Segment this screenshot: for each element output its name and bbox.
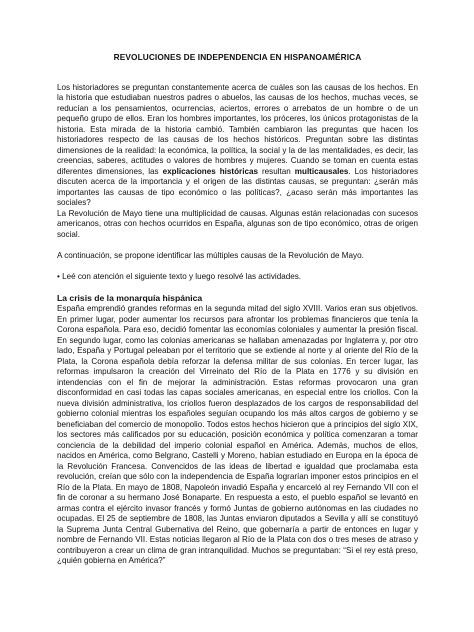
instruction-bullet: • Leé con atención el siguiente texto y luego resolvé las actividades. bbox=[57, 271, 301, 281]
intro-paragraph bbox=[57, 83, 418, 209]
intro-text-2: resultan bbox=[257, 166, 295, 176]
section-heading: La crisis de la monarquía hispánica bbox=[57, 292, 203, 303]
document-title: REVOLUCIONES DE INDEPENDENCIA EN HISPANOAMÉRICA bbox=[113, 52, 362, 62]
revolucion-mayo-paragraph: La Revolución de Mayo tiene una multiplicidad de causas. Algunas están relacionadas con sucesos americanos, otras con hechos ocurridos en España, algunas son de tipo económico, otras de origen social. bbox=[57, 208, 418, 239]
section-body: España emprendió grandes reformas en la segunda mitad del siglo XVIII. Varios eran sus objetivos. En primer lugar, poder aumentar los recursos para afrontar los problemas financieros que tenía la Corona española. Para eso, decidió fomentar las economías coloniales y aumentar la presión fiscal. En segundo lugar, como las colonias americanas se hallaban amenazadas por Inglaterra y, por otro lado, España y Portugal peleaban por el territorio que se extiende al norte y al oriente del Río de la Plata, la Corona española debía reforzar la defensa militar de sus colonias. En tercer lugar, las reformas impulsaron la creación del Virreinato del Río de la Plata en 1776 y su división en intendencias con el fin de mejorar la administración. Estas reformas provocaron una gran disconformidad en casi todas las capas sociales americanas, en especial entre los criollos. Con la nueva división administrativa, los criollos fueron desplazados de los cargos de responsabilidad del gobierno colonial mientras los españoles seguían ocupando los más altos cargos de gobierno y se beneficiaban del comercio de monopolio. Todos estos hechos hicieron que a principios del siglo XIX, los sectores más calificados por su educación, posición económica y política comenzaran a tomar conciencia de la debilidad del imperio colonial español en América. Además, muchos de ellos, nacidos en América, como Belgrano, Castelli y Moreno, habían estudiado en Europa en la época de la Revolución Francesa. Convencidos de las ideas de libertad e igualdad que proclamaba esta revolución, creían que sólo con la independencia de España lograrían imponer estos principios en el Río de la Plata. En mayo de 1808, Napoleón invadió España y encarceló al rey Fernando VII con el fin de coronar a su hermano José Bonaparte. En respuesta a esto, el pueblo español se levantó en armas contra el ejército invasor francés y formó Juntas de gobierno autónomas en las ciudades no ocupadas. El 25 de septiembre de 1808, las Juntas enviaron diputados a Sevilla y allí se constituyó la Suprema Junta Central Gubernativa del Reino, que gobernaría a partir de entonces en lugar y nombre de Fernando VII. Estas noticias llegaron al Río de la Plata con dos o tres meses de atraso y contribuyeron a crear un clima de gran intranquilidad. Muchos se preguntaban: “Si el rey está preso, ¿quién gobierna en América?” bbox=[57, 304, 418, 565]
intro-bold-multicausales: multicausales bbox=[294, 166, 349, 176]
intro-bold-explicaciones: explicaciones históricas bbox=[162, 166, 258, 176]
proposal-paragraph: A continuación, se propone identificar las múltiples causas de la Revolución de Mayo. bbox=[57, 250, 364, 260]
intro-text-3: . Los historiadores discuten acerca de la importancia y el origen de las distintas causas, se preguntan: ¿serán más importantes las causas de tipo económico o las políticas?, ¿acaso serán más importantes las sociales? bbox=[57, 166, 419, 207]
intro-text-1: Los historiadores se preguntan constantemente acerca de cuáles son las causas de los hechos. En la historia que estudiaban nuestros padres o abuelos, las causas de los hechos, muchas veces, se reducían a los pensamientos, ocurrencias, aciertos, errores o arrebatos de un hombre o de un pequeño grupo de ellos. Eran los hombres importantes, los próceres, los únicos protagonistas de la historia. Esta mirada de la historia cambió. También cambiaron las preguntas que hacen los historiadores respecto de las causas de los hechos históricos. Preguntan sobre las distintas dimensiones de la realidad: la económica, la política, la social y la de las mentalidades, es decir, las creencias, saberes, actitudes o valores de hombres y mujeres. Cuando se toman en cuenta estas diferentes dimensiones, las bbox=[57, 82, 418, 176]
